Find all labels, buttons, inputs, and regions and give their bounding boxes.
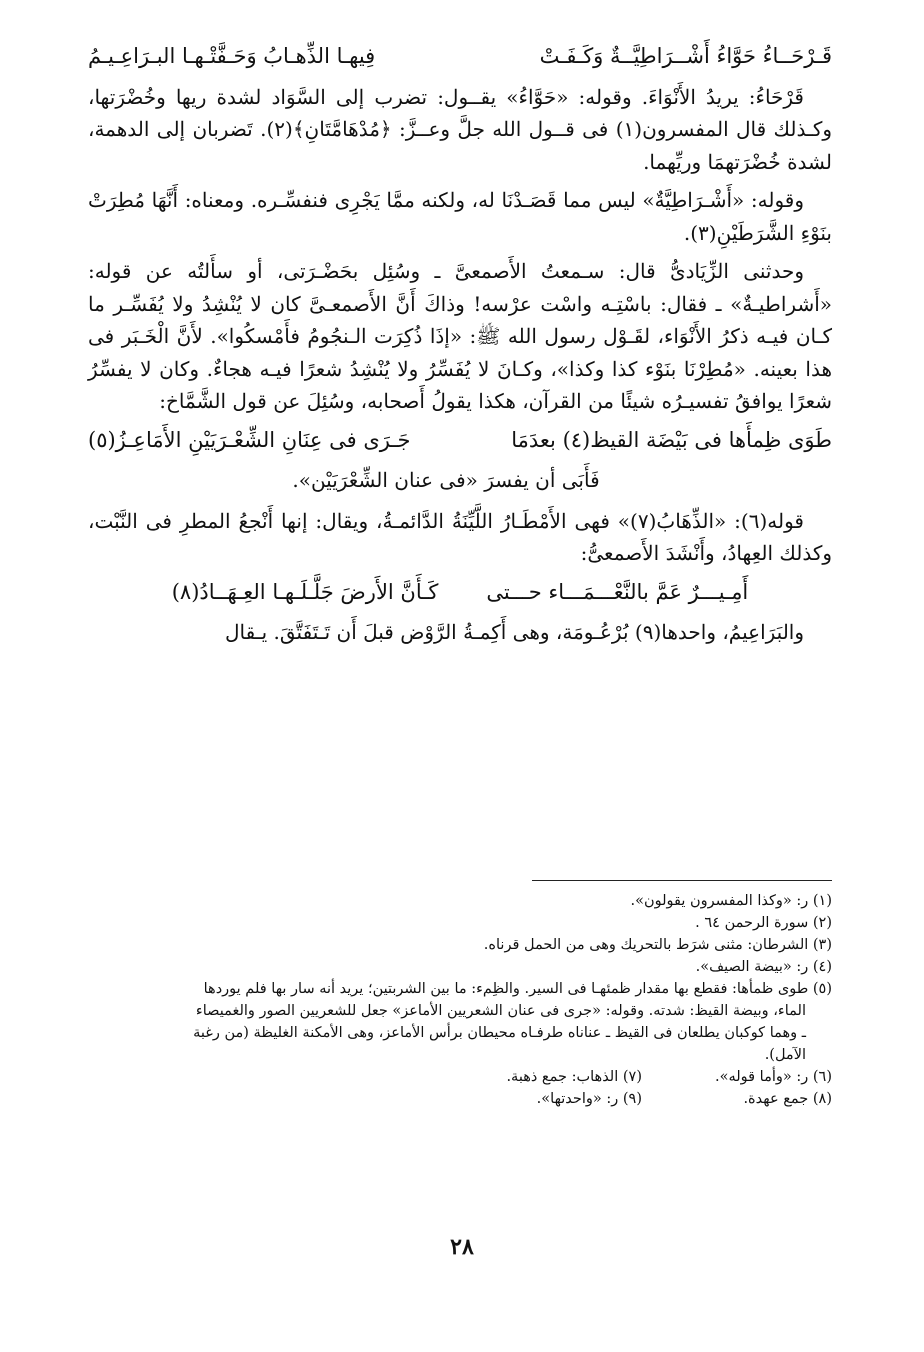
paragraph-5: والبَرَاعِيمُ، واحدها(٩) بُرْعُـومَة، وهى أَكِمـةُ الرَّوْض قبلَ أَن تَـتَفَتَّقَ. يـقال bbox=[224, 620, 804, 644]
footnote-2: (٢) سورة الرحمن ٦٤ . bbox=[695, 915, 832, 931]
footnote-7: (٧) الذهاب: جمع ذهبة. bbox=[506, 1069, 642, 1085]
footnote-4: (٤) ر: «بيضة الصيف». bbox=[695, 959, 832, 975]
verse-line-3 bbox=[88, 576, 832, 609]
footnote-row-8-9 bbox=[88, 1088, 832, 1110]
verse-line-1 bbox=[88, 40, 832, 73]
verse-1-second-hemistich: فِيهـا الذِّهـابُ وَحَـفَّتْـهـا البـرَاعِـيـمُ bbox=[88, 44, 376, 68]
verse-2-second-hemistich: جَـرَى فى عِنَانِ الشِّعْـرَيَيْنِ الأَمَاعِـزُ(٥) bbox=[88, 427, 411, 452]
footnote-3: (٣) الشرطان: مثنى شرَط بالتحريك وهى من الحمل قرناه. bbox=[483, 937, 832, 953]
verse-3-second-hemistich: كَـأَنَّ الأَرضَ جَلَّـلَـهـا العِـهَــادُ(٨) bbox=[171, 579, 439, 604]
verse-3-first-hemistich: أَمِـيـــرٌ عَمَّ بالنَّعْـــمَـــاء حـــتى bbox=[486, 579, 749, 604]
footnote-8: (٨) جمع عهدة. bbox=[743, 1091, 832, 1107]
footnote-5-line-2: الماء، وبيضة القيظ: شدته. وقوله: «جرى فى عنان الشعريين الأماعز» جعل للشعريين الصور والغميصاء bbox=[195, 1003, 806, 1019]
footnote-9: (٩) ر: «واحدتها». bbox=[536, 1091, 642, 1107]
footnotes bbox=[88, 890, 832, 1110]
footnote-row-6-7 bbox=[88, 1066, 832, 1088]
paragraph-3: وحدثنى الزِّيَادىُّ قال: سـمعتُ الأَصمعىَّ ـ وسُئِل بحَضْـرَتى، أو سأَلتُه عن قوله: «أَشراطيـةٌ» ـ فقال: باسْتِـه واسْت عرْسه! وذاكَ أَنَّ الأَصمعـىَّ كان لا يُنْشِدُ ولا يُفَسِّـر ما كـان فيـه ذكرُ الأَنْوَاء، لقَـوْل رسول الله ﷺ: «إذَا ذُكِرَت الـنجُومُ فأَمْسكُوا». لأَنَّ الْخَـبَر فى هذا بعينه. «مُطِرْنَا بنَوْء كذا وكذا»، وكـانَ لا يُفَسِّرُ ولا يُنْشِدُ شعرًا فيـه هجاءٌ. وكان لا يفسِّرُ شعرًا يوافقُ تفسيـرُه شيئًا من القرآن، هكذا يقولُ أَصحابه، وسُئِلَ عن قول الشَّمَّاخ: bbox=[88, 259, 832, 413]
footnote-5-line-1: (٥) طوى ظمأها: فقطع بها مقدار ظمئهـا فى السير. والظِمء: ما بين الشربتين؛ يريد أنه سار بها فلم يوردها bbox=[203, 981, 832, 997]
main-text bbox=[88, 40, 832, 655]
footnote-1: (١) ر: «وكذا المفسرون يقولون». bbox=[630, 893, 832, 909]
footnote-6: (٦) ر: «وأما قوله». bbox=[714, 1069, 832, 1085]
page-number: ٢٨ bbox=[450, 1234, 474, 1260]
verse-2-first-hemistich: طَوَى ظِمأَها فى بَيْضَة القيظ(٤) بعدَمَا bbox=[511, 427, 832, 452]
paragraph-4: قوله(٦): «الذِّهَابُ(٧)» فهى الأَمْطَـارُ اللَّيِّنَةُ الدَّائمـةُ، ويقال: إنها أَنْجعُ المطرِ فى النَّبْت، وكذلك العِهادُ، وأَنْشَدَ الأَصمعىُّ: bbox=[88, 508, 832, 565]
paragraph-1: قَرْحَاءُ: يريدُ الأَنْوَاءَ. وقوله: «حَوَّاءُ» يقــول: تضرب إلى السَّوَاد لشدة ريها وخُضْرَتها، وكـذلك قال المفسرون(١) فى قــول الله جلَّ وعــزَّ: ﴿مُدْهَامَّتَانِ﴾(٢). تَضربان إلى الدهمة، لشدة خُضْرَتهمَا وريِّهما. bbox=[88, 84, 832, 174]
footnote-separator bbox=[532, 880, 832, 881]
verse-1-first-hemistich: قَـرْحَــاءُ حَوَّاءُ أَشْــرَاطِيَّــةٌ وَكَـفَـتْ bbox=[539, 44, 832, 68]
paragraph-2: وقوله: «أَشْـرَاطِيَّةٌ» ليس مما قَصَـدْنَا له، ولكنه ممَّا يَجْرِى فنفسِّـره. ومعناه: أَنَّهَا مُطِرَتْ بنَوْءِ الشَّرَطَيْنِ(٣). bbox=[88, 188, 832, 245]
footnote-5-line-4: الآمل). bbox=[764, 1047, 806, 1063]
footnote-5-line-3: ـ وهما كوكبان يطلعان فى القيظ ـ عناناه طرفـاه محيطان برأس الأماعز، وهى الأمكنة الغليظة (من رغبة bbox=[193, 1025, 806, 1041]
line-after-verse-2: فَأَبَى أن يفسرَ «فى عنان الشِّعْرَيَيْن». bbox=[292, 468, 600, 492]
verse-line-2 bbox=[88, 424, 832, 457]
